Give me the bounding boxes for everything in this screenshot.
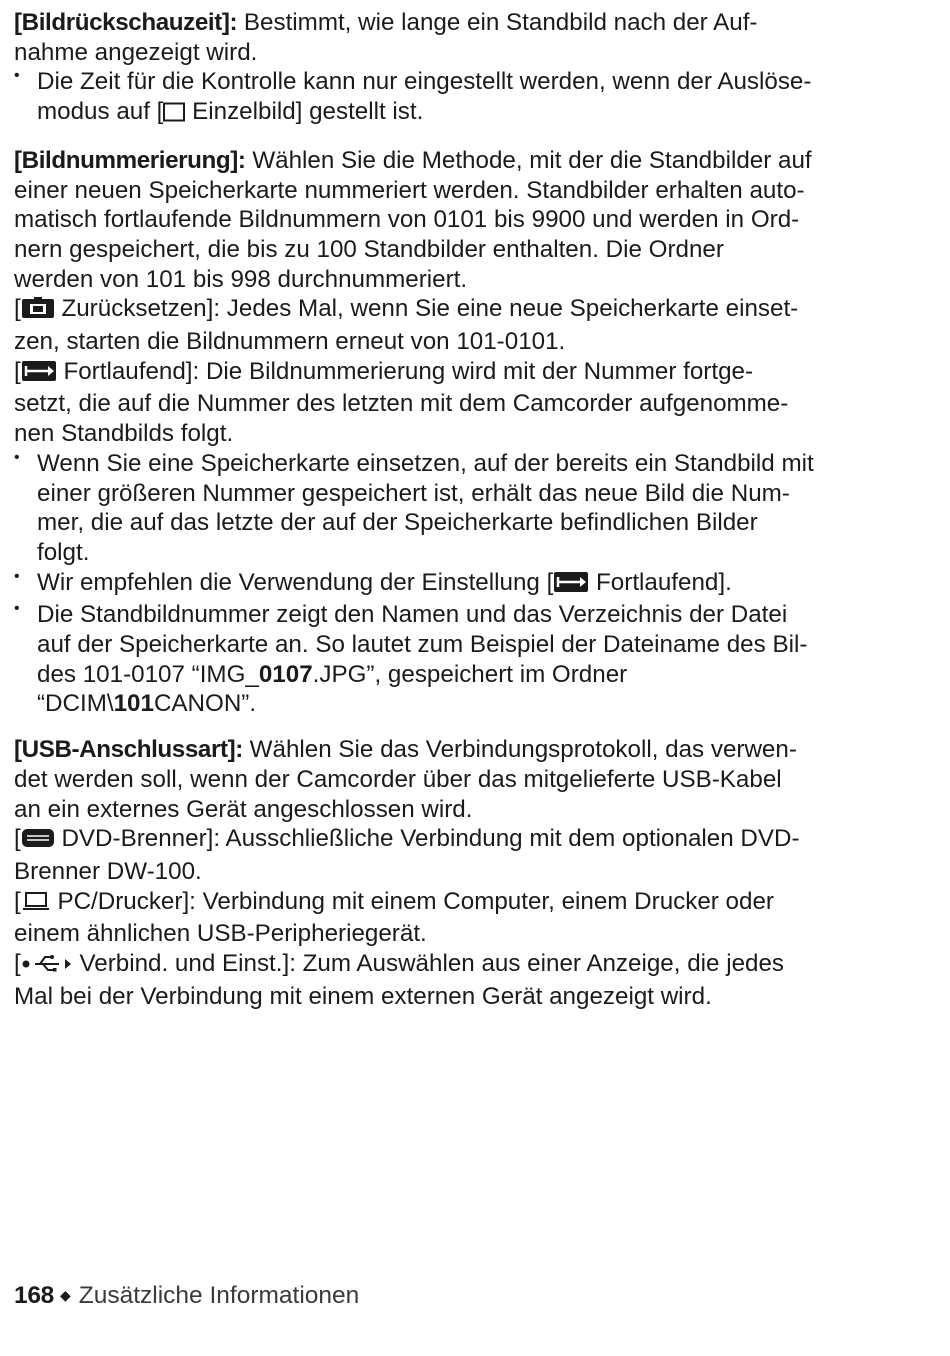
page-footer — [14, 1280, 359, 1311]
section-name: Zusätzliche Informationen — [78, 1282, 360, 1309]
numbering-heading: [Bildnummerierung]: — [14, 146, 246, 174]
continuous-numbering-icon — [21, 360, 57, 390]
review-heading: [Bildrückschauzeit]: — [14, 9, 238, 36]
option-dvd-burner: [ DVD-Brenner]: Ausschließliche Verbindung mit dem optionalen DVD- — [14, 824, 854, 857]
dvd-burner-icon — [21, 827, 55, 857]
numbering-bullet-2: • Wir empfehlen die Verwendung der Einstellung [ Fortlaufend]. — [14, 568, 854, 601]
continuous-numbering-icon — [553, 571, 589, 601]
usb-heading: [USB-Anschlussart]: — [14, 736, 243, 764]
manual-page — [14, 8, 854, 1012]
diamond-separator-icon: ◆ — [59, 1287, 71, 1303]
single-shot-icon — [163, 100, 185, 130]
option-connect-and-set: [ Verbind. und Einst.]: Zum Auswählen aus einer Anzeige, die jedes — [14, 949, 854, 982]
review-line-2: nahme angezeigt wird. — [14, 38, 258, 66]
section-review-time — [14, 8, 854, 130]
option-continuous: [ Fortlaufend]: Die Bildnummerierung wird mit der Nummer fortge- — [14, 357, 854, 390]
page-number: 168 — [14, 1282, 54, 1309]
section-usb-connection: [USB-Anschlussart]: Wählen Sie das Verbindungsprotokoll, das verwen- det werden soll, wenn der Camcorder über das mitgelieferte USB-Kabel an ein externes Gerät angeschlossen wird. [ DVD-Brenner]: Ausschließliche Verbindung mit dem optionalen DVD- Brenner DW-100. [ PC/Drucker]: Verbindung mit einem Computer, einem Drucker oder einem ähnlichen USB-Peripheriegerät. [ Verbind. und Einst.]: Zum Auswählen aus einer Anzeige, die jedes Mal bei der Verbindung mit einem externen Gerät angezeigt wird. — [14, 735, 854, 1011]
numbering-bullet-1: • Wenn Sie eine Speicherkarte einsetzen, auf der bereits ein Standbild mit einer größeren Nummer gespeichert ist, erhält das neue Bild die Num- mer, die auf das letzte der auf der Speicherkarte befindlichen Bilder folgt. — [14, 449, 854, 568]
numbering-bullet-3: • Die Standbildnummer zeigt den Namen und das Verzeichnis der Datei auf der Speicherkarte an. So lautet zum Beispiel der Dateiname des Bil- des 101-0107 “IMG_0107.JPG”, gespeichert im Ordner “DCIM\101CANON”. — [14, 600, 854, 719]
section-numbering: [Bildnummerierung]: Wählen Sie die Methode, mit der die Standbilder auf einer neuen Speicherkarte nummeriert werden. Standbilder erhalten auto- matisch fortlaufende Bildnummern von 0101 bis 9900 und werden in Ord- nern gespeichert, die bis zu 100 Standbilder enthalten. Die Ordner werden von 101 bis 998 durchnummeriert. [ Zurücksetzen]: Jedes Mal, wenn Sie eine neue Speicherkarte einset- zen, starten die Bildnummern erneut von 101-0101. [ Fortlaufend]: Die Bildnummerierung wird mit der Nummer fortge- setzt, die auf die Nummer des letzten mit dem Camcorder aufgenomme- nen Standbilds folgt. • Wenn Sie eine Speicherkarte einsetzen, auf der bereits ein Standbild mit einer größeren Nummer gespeichert ist, erhält das neue Bild die Num- mer, die auf das letzte der auf der Speicherkarte befindlichen Bilder folgt. • Wir empfehlen die Verwendung der Einstellung [ Fortlaufend]. • Die Standbildnummer zeigt den Namen und das Verzeichnis der Datei auf der Speicherkarte an. So lautet zum Beispiel der Dateiname des Bil- des 101-0107 “IMG_0107.JPG”, gespeichert im Ordner “DCIM\101CANON”. — [14, 146, 854, 719]
connect-and-set-icon — [21, 952, 73, 982]
option-pc-printer: [ PC/Drucker]: Verbindung mit einem Computer, einem Drucker oder — [14, 887, 854, 920]
option-reset: [ Zurücksetzen]: Jedes Mal, wenn Sie eine neue Speicherkarte einset- — [14, 294, 854, 327]
pc-printer-icon — [21, 890, 51, 920]
review-bullet: • Die Zeit für die Kontrolle kann nur eingestellt werden, wenn der Auslöse- modus auf [ Einzelbild] gestellt ist. — [14, 67, 854, 129]
review-line-1: [Bildrückschauzeit]: Bestimmt, wie lange ein Standbild nach der Auf- — [14, 9, 758, 36]
reset-numbering-icon — [21, 297, 55, 327]
